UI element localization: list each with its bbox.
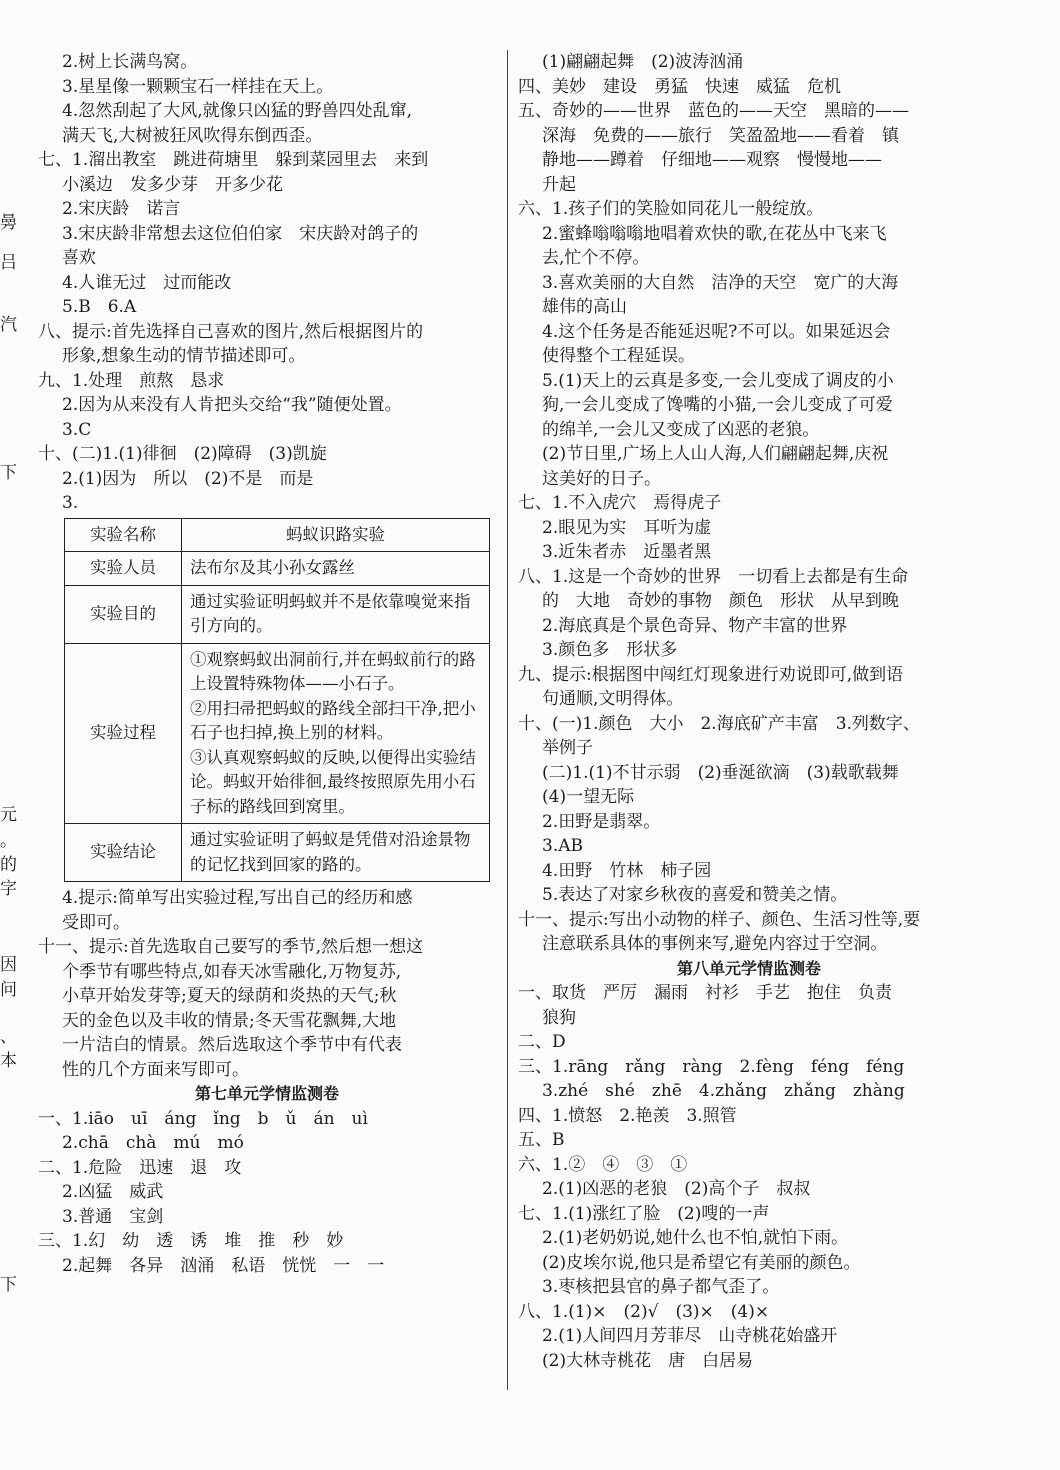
edge-fragment: 吕	[0, 253, 17, 273]
table-value-cell	[182, 643, 490, 824]
answer-line: 2.(1)凶恶的老狼 (2)高个子 叔叔	[542, 1179, 811, 1199]
answer-line: 注意联系具体的事例来写,避免内容过于空洞。	[542, 934, 888, 954]
edge-fragment: 汽	[0, 315, 17, 335]
answer-line: (2)皮埃尔说,他只是希望它有美丽的颜色。	[542, 1252, 861, 1273]
answer-line: (2)大林寺桃花 唐 白居易	[542, 1350, 754, 1371]
answer-line: 3.枣核把县官的鼻子都气歪了。	[542, 1277, 780, 1297]
answer-line: 3.颜色多 形状多	[542, 640, 678, 660]
answer-line: 的 大地 奇妙的事物 颜色 形状 从早到晚	[542, 591, 899, 611]
answer-line: 这美好的日子。	[542, 468, 661, 489]
answer-line: 深海 免费的——旅行 笑盈盈地——看着 镇	[542, 125, 899, 146]
answer-line: 九、提示:根据图中闯红灯现象进行劝说即可,做到语	[518, 664, 904, 685]
answer-line: 3.zhé shé zhē 4.zhǎng zhǎng zhàng	[542, 1081, 905, 1101]
answer-line: 八、1.(1)× (2)√ (3)× (4)×	[518, 1301, 770, 1322]
answer-line: 一、取货 严厉 漏雨 衬衫 手艺 抱住 负责	[518, 983, 892, 1003]
answer-line: 5.(1)天上的云真是多变,一会儿变成了调皮的小	[542, 370, 894, 391]
answer-line: 八、提示:首先选择自己喜欢的图片,然后根据图片的	[38, 321, 424, 342]
answer-line: 十、(二)1.(1)徘徊 (2)障碍 (3)凯旋	[38, 444, 327, 464]
edge-fragment: 的	[0, 855, 17, 875]
answer-line: (二)1.(1)不甘示弱 (2)垂涎欲滴 (3)载歌载舞	[542, 762, 899, 783]
answer-line: (1)翩翩起舞 (2)波涛汹涌	[542, 52, 744, 72]
edge-fragment: 。	[0, 831, 17, 851]
answer-line: 狼狗	[542, 1007, 576, 1028]
table-key-cell: 实验结论	[65, 824, 182, 882]
left-edge-cutoff-text	[0, 0, 16, 1470]
answer-line: 3.	[62, 493, 79, 513]
answer-line: 2.眼见为实 耳听为虚	[542, 517, 712, 538]
table-value-cell: 通过实验证明了蚂蚁是凭借对沿途景物的记忆找到回家的路的。	[182, 824, 490, 882]
table-row	[65, 585, 490, 643]
answer-line: 3.宋庆龄非常想去这位伯伯家 宋庆龄对鸽子的	[62, 223, 419, 244]
answer-line: 五、奇妙的——世界 蓝色的——天空 黑暗的——	[518, 101, 909, 121]
answer-line: 2.(1)因为 所以 (2)不是 而是	[62, 468, 314, 489]
answer-line: 2.起舞 各异 汹涌 私语 恍恍 一 一	[62, 1255, 385, 1276]
answer-line: 小草开始发芽等;夏天的绿荫和炎热的天气;秋	[62, 986, 397, 1006]
answer-line: 二、1.危险 迅速 退 攻	[38, 1157, 242, 1178]
table-row	[65, 518, 490, 552]
edge-fragment: 本	[0, 1051, 17, 1071]
answer-line: 八、1.这是一个奇妙的世界 一切看上去都是有生命	[518, 566, 909, 587]
answer-line: 2.(1)人间四月芳菲尽 山寺桃花始盛开	[542, 1326, 838, 1346]
table-value-cell: 法布尔及其小孙女露丝	[182, 552, 490, 586]
answer-line: 去,忙个不停。	[542, 248, 650, 268]
process-step: ①观察蚂蚁出洞前行,并在蚂蚁前行的路上设置特殊物体——小石子。	[190, 649, 476, 693]
left-column	[38, 50, 496, 1278]
answer-line: 3.AB	[542, 836, 583, 856]
table-value-cell: 通过实验证明蚂蚁并不是依靠嗅觉来指引方向的。	[182, 585, 490, 643]
process-step: ②用扫帚把蚂蚁的路线全部扫干净,把小石子也扫掉,换上别的材料。	[190, 698, 476, 742]
answer-line: 3.普通 宝剑	[62, 1206, 164, 1227]
answer-line: 九、1.处理 煎熬 恳求	[38, 370, 225, 391]
answer-line: 二、D	[518, 1032, 566, 1052]
answer-line: 七、1.不入虎穴 焉得虎子	[518, 493, 722, 513]
table-value-cell: 蚂蚁识路实验	[182, 518, 490, 552]
edge-fragment: 、	[0, 1027, 17, 1047]
answer-line: 七、1.溜出教室 跳进荷塘里 躲到菜园里去 来到	[38, 150, 429, 170]
process-step: ③认真观察蚂蚁的反映,以便得出实验结论。蚂蚁开始徘徊,最终按照原先用小石子标的路线回到窝里。	[190, 747, 476, 816]
answer-line: 4.忽然刮起了大风,就像只凶猛的野兽四处乱窜,	[62, 101, 413, 121]
answer-line: 五、B	[518, 1130, 565, 1150]
answer-line: 雄伟的高山	[542, 297, 627, 317]
answer-line: 4.这个任务是否能延迟呢?不可以。如果延迟会	[542, 321, 891, 342]
edge-fragment: 元	[0, 805, 17, 825]
answer-line: 举例子	[542, 738, 593, 758]
answer-line: 升起	[542, 174, 576, 195]
answer-line: 一、1.iāo uī áng ǐng b ǔ án uì	[38, 1108, 368, 1129]
answer-line: 狗,一会儿变成了馋嘴的小猫,一会儿变成了可爱	[542, 395, 893, 415]
table-key-cell: 实验过程	[65, 643, 182, 824]
column-divider	[507, 50, 508, 1390]
answer-line: 的绵羊,一会儿又变成了凶恶的老狼。	[542, 419, 820, 440]
table-row	[65, 643, 490, 824]
answer-line: 受即可。	[62, 912, 130, 933]
right-column	[518, 50, 980, 1373]
answer-line: 十、(一)1.颜色 大小 2.海底矿产丰富 3.列数字、	[518, 713, 920, 734]
edge-fragment: 问	[0, 980, 17, 1000]
answer-line: 2.凶猛 威武	[62, 1182, 164, 1202]
table-key-cell: 实验名称	[65, 518, 182, 552]
answer-line: 天的金色以及丰收的情景;冬天雪花飘舞,大地	[62, 1010, 397, 1031]
edge-fragment: 因	[0, 955, 17, 975]
answer-line: 2.chā chà mú mó	[62, 1133, 244, 1153]
answer-line: 2.树上长满鸟窝。	[62, 52, 198, 72]
answer-line: 4.田野 竹林 柿子园	[542, 860, 712, 881]
edge-fragment: 下	[0, 463, 17, 483]
answer-line: 5.B 6.A	[62, 297, 137, 317]
answer-line: 3.喜欢美丽的大自然 洁净的天空 宽广的大海	[542, 272, 899, 293]
table-row	[65, 552, 490, 586]
answer-line: 静地——蹲着 仔细地——观察 慢慢地——	[542, 150, 882, 170]
edge-fragment: 下	[0, 1275, 17, 1295]
edge-fragment: 字	[0, 879, 17, 899]
section-title: 第七单元学情监测卷	[194, 1084, 339, 1103]
answer-line: 三、1.rāng rǎng ràng 2.fèng féng féng	[518, 1056, 905, 1077]
answer-line: 2.蜜蜂嗡嗡嗡地唱着欢快的歌,在花丛中飞来飞	[542, 223, 887, 244]
answer-line: (2)节日里,广场上人山人海,人们翩翩起舞,庆祝	[542, 444, 889, 464]
answer-line: 2.宋庆龄 诺言	[62, 199, 181, 219]
answer-line: 满天飞,大树被狂风吹得东倒西歪。	[62, 125, 323, 146]
answer-line: 个季节有哪些特点,如春天冰雪融化,万物复苏,	[62, 961, 402, 982]
answer-line: 三、1.幻 幼 透 诱 堆 推 秒 妙	[38, 1231, 344, 1251]
answer-line: 十一、提示:写出小动物的样子、颜色、生活习性等,要	[518, 909, 921, 930]
table-key-cell: 实验人员	[65, 552, 182, 586]
answer-line: 2.海底真是个景色奇异、物产丰富的世界	[542, 615, 848, 636]
edge-fragment: 㬅	[0, 213, 17, 233]
answer-line: 4.人谁无过 过而能改	[62, 272, 232, 293]
answer-line: 一片洁白的情景。然后选取这个季节中有代表	[62, 1035, 402, 1055]
answer-line: 3.C	[62, 419, 92, 440]
answer-line: 四、1.愤怒 2.艳羡 3.照管	[518, 1105, 737, 1126]
answer-line: (4)一望无际	[542, 787, 635, 807]
answer-line: 句通顺,文明得体。	[542, 689, 684, 709]
answer-line: 4.提示:简单写出实验过程,写出自己的经历和感	[62, 888, 413, 908]
answer-line: 2.因为从来没有人肯把头交给“我”随便处置。	[62, 395, 402, 415]
answer-line: 3.星星像一颗颗宝石一样挂在天上。	[62, 76, 334, 97]
answer-line: 形象,想象生动的情节描述即可。	[62, 346, 306, 366]
answer-line: 3.近朱者赤 近墨者黑	[542, 542, 712, 562]
answer-line: 使得整个工程延误。	[542, 346, 695, 366]
answer-line: 性的几个方面来写即可。	[62, 1059, 249, 1080]
answer-line: 七、1.(1)涨红了脸 (2)嗖的一声	[518, 1203, 770, 1224]
answer-line: 5.表达了对家乡秋夜的喜爱和赞美之情。	[542, 885, 848, 905]
table-key-cell: 实验目的	[65, 585, 182, 643]
answer-line: 六、1.孩子们的笑脸如同花儿一般绽放。	[518, 199, 824, 219]
section-title: 第八单元学情监测卷	[676, 958, 821, 978]
experiment-table	[64, 518, 490, 883]
answer-line: 喜欢	[62, 248, 96, 268]
table-row	[65, 824, 490, 882]
answer-line: 2.(1)老奶奶说,她什么也不怕,就怕下雨。	[542, 1228, 849, 1248]
answer-line: 十一、提示:首先选取自己要写的季节,然后想一想这	[38, 937, 424, 957]
answer-line: 2.田野是翡翠。	[542, 811, 661, 832]
answer-line: 四、美妙 建设 勇猛 快速 威猛 危机	[518, 76, 841, 97]
answer-line: 六、1.② ④ ③ ①	[518, 1154, 688, 1175]
answer-line: 小溪边 发多少芽 开多少花	[62, 174, 283, 195]
